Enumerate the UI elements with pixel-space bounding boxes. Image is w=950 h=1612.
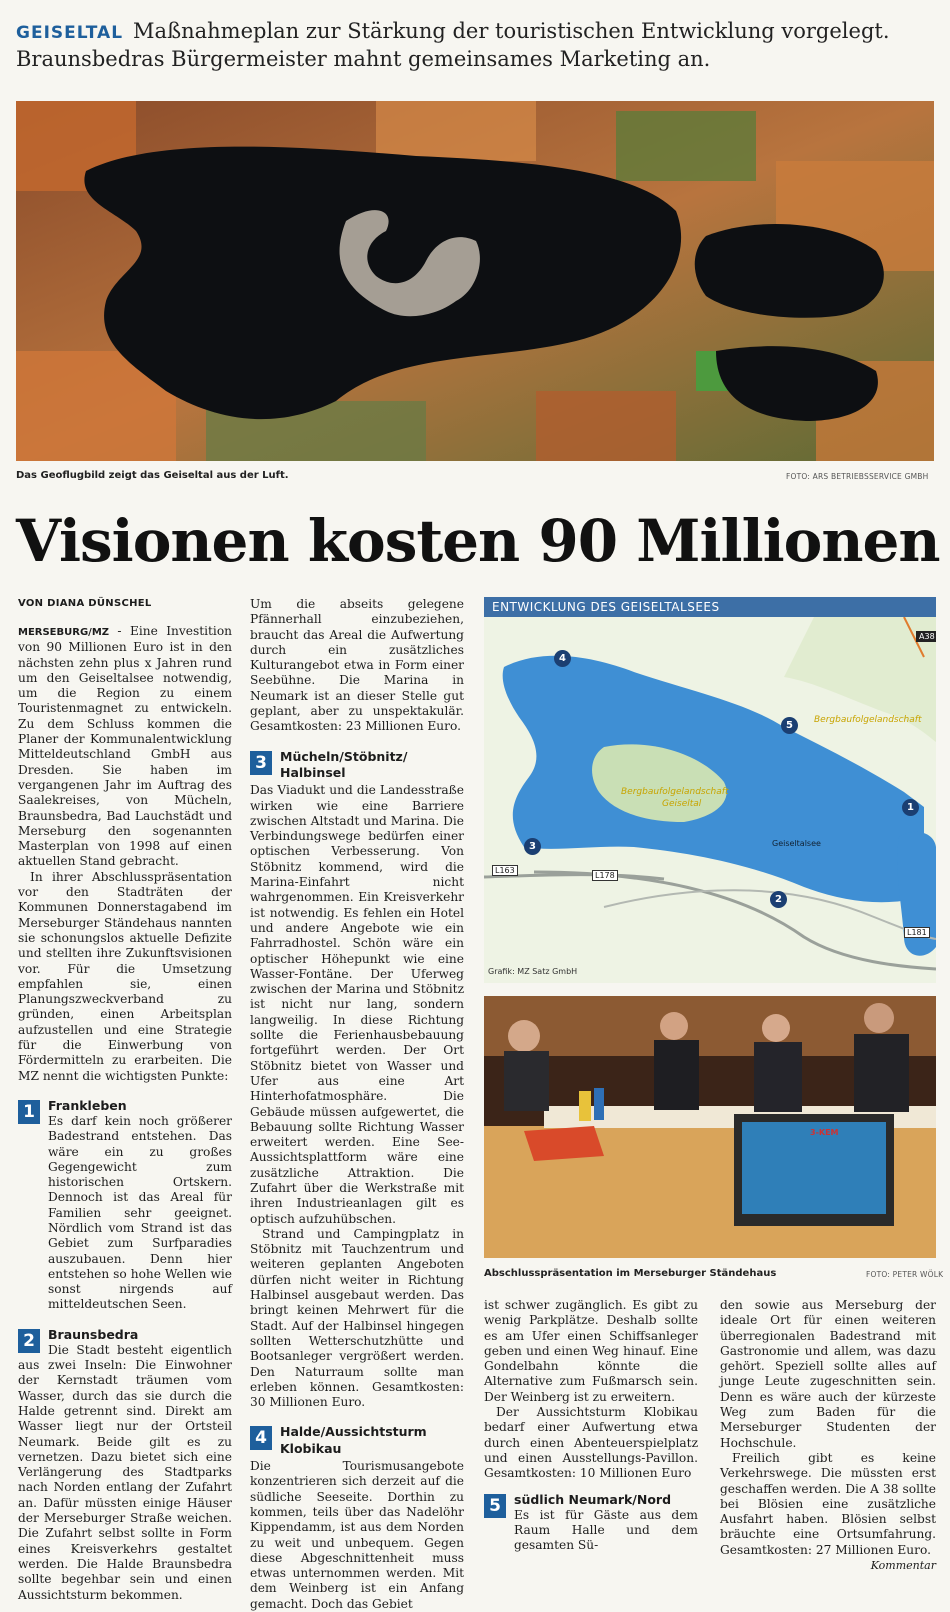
map-marker-2: 2 (770, 891, 787, 908)
paragraph: In ihrer Abschlusspräsentation vor den Stadträten der Kommunen Donnerstagabend im Merseburger Ständehaus nannten sie schonungslos aktuelle Defizite und stellten ihre Zukunftsvisionen vor. Für die Umsetzung empfahlen sie, einen Planungszweckverband zu gründen, einen Arbeitsplan aufzustellen und eine Strategie für die Einwerbung von Fördermitteln zu erarbeiten. Die MZ nennt die wichtigsten Punkte: (18, 869, 232, 1083)
section-4-text: Die Tourismusangebote konzentrieren sich derzeit auf die südliche Seeseite. Dorthin zu kommen, teils über das Nadelöhr Kippendamm, ist aus dem Norden zu weit und unbequem. Gegen diese Abgeschnittenheit muss etwas unternommen werden. Mit dem Weinberg ist ein Anfang gemacht. Doch das Gebiet (250, 1459, 464, 1611)
photo2-caption: Abschlusspräsentation im Merseburger Ständehaus (484, 1268, 777, 1279)
map-label-bergbau-peninsula: Bergbaufolgelandschaft (621, 787, 729, 797)
map-graphic (484, 617, 936, 983)
road-label-l181: L181 (904, 927, 930, 938)
headline: Visionen kosten 90 Millionen (16, 507, 940, 575)
section-1-heading (18, 1098, 232, 1124)
section-number-badge: 3 (250, 751, 272, 775)
road-label-a38: A38 (916, 631, 936, 642)
map-marker-3: 3 (524, 838, 541, 855)
section-number-badge: 5 (484, 1494, 506, 1518)
lake-development-map (484, 597, 936, 983)
map-credit: Grafik: MZ Satz GmbH (488, 967, 578, 976)
road-label-l178: L178 (592, 870, 618, 881)
section-5-heading (484, 1492, 698, 1518)
photo2-credit: FOTO: PETER WÖLK (866, 1270, 944, 1279)
kicker (16, 18, 941, 72)
meeting-photo (484, 996, 936, 1258)
paragraph: den sowie aus Merseburg der ideale Ort für einen weiteren überregionalen Badestrand mit Gastronomie und allem, was dazu gehört. Speziell sollte alles auf junge Leute zugeschnitten sein. Denn es wäre auch der kürzeste Weg zum Baden für die Merseburger Studenten der Hochschule. (720, 1298, 936, 1450)
map-label-geiseltal: Geiseltal (662, 799, 702, 809)
road-label-l163: L163 (492, 865, 518, 876)
kicker-line: Maßnahmeplan zur Stärkung der touristischen Entwicklung vorgelegt. Braunsbedras Bürgermeister mahnt gemeinsames Marketing an. (16, 19, 890, 71)
section-title: Braunsbedra (48, 1326, 139, 1342)
section-3-text-2: Strand und Campingplatz in Stöbnitz mit Tauchzentrum und weiteren geplanten Angeboten dürfen nicht weiter in Richtung Halbinsel ausgebaut werden. Das bringt keinen Mehrwert für die Stadt. Auf der Halbinsel hingegen sollten Wetterschutzhütte und Bootsanleger vergrößert werden. Den Naturraum sollte man erleben können. Gesamtkosten: 30 Millionen Euro. (250, 1226, 464, 1410)
section-2-text: Die Stadt besteht eigentlich aus zwei Inseln: Die Einwohner der Kernstadt träumen vom Wasser, durch das sie durch die Halde getrennt sind. Direkt am Wasser liegt nur der Ortsteil Neumark. Beide gilt es zu vernetzen. Dazu bietet sich eine Verlängerung des Stadtparks nach Norden entlang der Zufahrt an. Dafür müssten einige Häuser der Merseburger Straße weichen. Die Zufahrt selbst sollte in Form eines Kreisverkehrs gestaltet werden. Die Halde Braunsbedra sollte begehbar sein und einen Aussichtsturm bekommen. (18, 1342, 232, 1602)
map-title: ENTWICKLUNG DES GEISELTALSEES (484, 597, 936, 617)
article-column-1 (18, 624, 232, 1603)
meeting-photo-image (484, 996, 936, 1258)
article-column-4 (720, 1298, 936, 1573)
section-5-text: Es ist für Gäste aus dem Raum Halle und dem gesamten Sü- (514, 1507, 698, 1553)
section-1-text: Es darf kein noch größerer Badestrand entstehen. Das wäre ein zu großes Gegengewicht zum historischen Ortskern. Dennoch ist das Areal für Familien sehr geeignet. Nördlich vom Strand ist das Gebiet zum Surfparadies auszubauen. Denn hier entstehen so hohe Wellen wie sonst nirgends auf mitteldeutschen Seen. (48, 1113, 232, 1312)
article-column-2 (250, 597, 464, 1612)
map-marker-5: 5 (781, 717, 798, 734)
section-title: Halde/Aussichtsturm Klobikau (280, 1424, 427, 1456)
section-2-heading (18, 1327, 232, 1353)
article-column-3 (484, 1298, 698, 1553)
section-number-badge: 1 (18, 1100, 40, 1124)
intro-text: - Eine Investition von 90 Millionen Euro ist in den nächsten zehn plus x Jahren rund um den Geiseltalsee notwendig, um die Region zu einem Touristenmagnet zu entwickeln. Zu dem Schluss kommen die Planer der Kommunalentwicklung Mitteldeutschland GmbH aus Dresden. Sie haben im vergangenen Jahr im Auftrag des Saalekreises, von Mücheln, Braunsbedra, Bad Lauchstädt und Merseburg den sogenannten Masterplan von 1998 auf einen aktuellen Stand gebracht. (18, 624, 232, 869)
aerial-photo-image (16, 101, 934, 461)
section-3-text: Das Viadukt und die Landesstraße wirken wie eine Barriere zwischen Altstadt und Marina. Die Verbindungswege bedürfen einer optischen Verbesserung. Von Stöbnitz kommend, wird die Marina-Einfahrt nicht wahrgenommen. Ein Kreisverkehr ist notwendig. Es fehlen ein Hotel und andere Angebote wie ein Fahrradhostel. Schön wäre ein optischer Höhepunkt wie eine Wasser-Fontäne. Der Uferweg zwischen der Marina und Stöbnitz ist nicht nur lang, sondern langweilig. In diese Richtung sollte die Ferienhausbebauung fortgeführt werden. Der Ort Stöbnitz bietet von Wasser und Ufer aus eine Art Hinterhofatmosphäre. Die Gebäude müssen aufgewertet, die Bebauung sollte Richtung Wasser erweitert werden. Eine See-Aussichtsplattform wäre eine zusätzliche Attraktion. Die Zufahrt über die Werkstraße mit ihren Industrieanlagen gilt es optisch aufzuhübschen. (250, 783, 464, 1226)
aerial-photo (16, 101, 934, 461)
section-title: südlich Neumark/Nord (514, 1491, 672, 1507)
section-4-heading (250, 1424, 464, 1457)
byline: VON DIANA DÜNSCHEL (18, 598, 152, 609)
paragraph: Freilich gibt es keine Verkehrswege. Die müssten erst geschaffen werden. Die A 38 sollte bei Blösien eine zusätzliche Ausfahrt haben. Blösien selbst bräuchte eine Ortsumfahrung. Gesamtkosten: 27 Millionen Euro. (720, 1450, 936, 1557)
map-marker-4: 4 (554, 650, 571, 667)
kommentar-link[interactable]: Kommentar (870, 1559, 936, 1573)
photo1-caption: Das Geoflugbild zeigt das Geiseltal aus der Luft. (16, 470, 289, 481)
map-label-see: Geiseltalsee (772, 839, 821, 848)
screen-text: 3-KEM (810, 1128, 839, 1137)
kommentar-ref[interactable] (720, 1558, 936, 1573)
section-number-badge: 2 (18, 1329, 40, 1353)
paragraph: Der Aussichtsturm Klobikau bedarf einer Aufwertung etwa durch einen Abenteuerspielplatz und einen Ausstellungs-Pavillon. Gesamtkosten: 10 Millionen Euro (484, 1405, 698, 1481)
paragraph: Um die abseits gelegene Pfännerhall einzubeziehen, braucht das Areal die Aufwertung durch ein zusätzliches Kulturangebot etwa in Form einer Seebühne. Die Marina in Neumark ist an dieser Stelle gut geplant, aber zu unspektakulär. Gesamtkosten: 23 Millionen Euro. (250, 597, 464, 734)
intro-paragraph (18, 624, 232, 870)
section-title: Mücheln/Stöbnitz/ Halbinsel (280, 748, 408, 780)
photo1-credit: FOTO: ARS BETRIEBSSERVICE GMBH (786, 472, 929, 481)
dateline: MERSEBURG/MZ (18, 627, 110, 638)
map-marker-1: 1 (902, 799, 919, 816)
section-3-heading (250, 749, 464, 782)
map-label-bergbau-east: Bergbaufolgelandschaft (814, 715, 922, 725)
section-number-badge: 4 (250, 1426, 272, 1450)
paragraph: ist schwer zugänglich. Es gibt zu wenig Parkplätze. Deshalb sollte es am Ufer einen Schiffsanleger geben und einen Weg hinauf. Eine Gondelbahn könnte die Alternative zum Fußmarsch sein. Der Weinberg ist zu erweitern. (484, 1298, 698, 1404)
section-title: Frankleben (48, 1097, 127, 1113)
kicker-tag: GEISELTAL (16, 23, 124, 43)
